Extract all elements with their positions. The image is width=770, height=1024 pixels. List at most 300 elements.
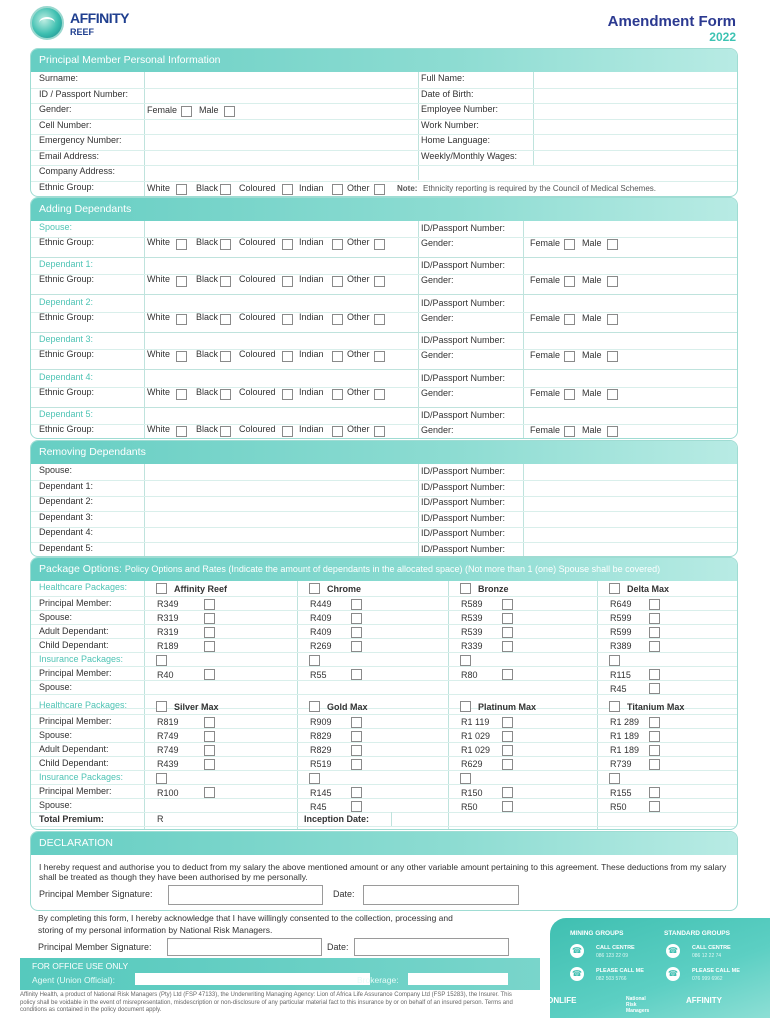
- row-divider: [31, 424, 738, 425]
- insurance-select-checkbox[interactable]: [309, 773, 320, 784]
- principal-field-label-right: Home Language:: [421, 135, 491, 145]
- gender-female-checkbox[interactable]: [564, 314, 575, 325]
- decl-date-field[interactable]: [363, 885, 519, 905]
- healthcare-packages-label: Healthcare Packages:: [39, 700, 128, 710]
- principal-field-label-right: Date of Birth:: [421, 88, 474, 99]
- dependant-name-input[interactable]: [145, 297, 417, 311]
- gender-male-checkbox[interactable]: [607, 276, 618, 287]
- gender-option-label: Male: [582, 387, 602, 398]
- brokerage-field[interactable]: [408, 973, 508, 985]
- ethnic-checkbox[interactable]: [220, 389, 231, 400]
- row-divider: [31, 728, 738, 729]
- gender-option-label: Male: [582, 238, 602, 248]
- ethnic-checkbox[interactable]: [332, 239, 343, 250]
- principal-field-label: Ethnic Group:: [39, 181, 95, 192]
- principal-input-right[interactable]: [534, 73, 738, 88]
- ethnic-checkbox[interactable]: [176, 184, 187, 195]
- ethnic-option-label: Coloured: [239, 182, 276, 193]
- consent-date-label: Date:: [327, 942, 349, 952]
- ethnic-checkbox[interactable]: [332, 184, 343, 195]
- ethnic-checkbox[interactable]: [220, 239, 231, 250]
- removing-name-input[interactable]: [145, 512, 417, 526]
- office-use-bar: [20, 958, 540, 990]
- dependant-count-box[interactable]: [502, 627, 513, 638]
- dependant-count-box[interactable]: [204, 641, 215, 652]
- mining-call-centre-label: CALL CENTRE: [596, 945, 635, 951]
- mining-please-call-me-label: PLEASE CALL ME: [596, 968, 644, 974]
- principal-member-section: [30, 48, 738, 197]
- removing-section-heading: Removing Dependants: [31, 441, 737, 464]
- pkg-divider: [448, 581, 449, 830]
- removing-id-label: ID/Passport Number:: [421, 481, 506, 492]
- dependant-id-input[interactable]: [524, 259, 738, 273]
- agent-field[interactable]: [135, 973, 370, 985]
- package-price: R819: [157, 717, 179, 727]
- gender-female-checkbox[interactable]: [564, 276, 575, 287]
- dependant-id-input[interactable]: [524, 372, 738, 386]
- dependant-id-label: ID/Passport Number:: [421, 260, 506, 271]
- gender-female-checkbox[interactable]: [181, 106, 192, 117]
- dependant-count-box[interactable]: [649, 731, 660, 742]
- ethnic-option-label: Black: [196, 349, 219, 360]
- removing-id-label: ID/Passport Number:: [421, 528, 506, 538]
- ethnic-checkbox[interactable]: [282, 184, 293, 195]
- package-price: R589: [461, 599, 483, 609]
- removing-label: Dependant 2:: [39, 496, 94, 506]
- removing-label: Dependant 5:: [39, 542, 94, 553]
- principal-field-label: Email Address:: [39, 150, 100, 161]
- insurance-price: R55: [310, 670, 327, 680]
- principal-input-right[interactable]: [534, 135, 738, 150]
- group-divider: [31, 332, 738, 333]
- ethnic-checkbox[interactable]: [176, 389, 187, 400]
- ethnic-option-label: White: [147, 424, 171, 434]
- package-select-checkbox[interactable]: [609, 583, 620, 594]
- gender-female-checkbox[interactable]: [564, 426, 575, 437]
- dependant-count-box[interactable]: [351, 759, 362, 770]
- consent-signature-field[interactable]: [167, 938, 322, 956]
- decl-date-label: Date:: [333, 889, 355, 899]
- insurance-price: R155: [610, 788, 632, 798]
- removing-id-input[interactable]: [524, 543, 738, 557]
- dependant-id-input[interactable]: [524, 334, 738, 348]
- package-name: Platinum Max: [478, 702, 537, 712]
- insurance-count-box[interactable]: [502, 801, 513, 812]
- ethnic-option-label: Indian: [299, 424, 324, 434]
- dependant-id-label: ID/Passport Number:: [421, 223, 506, 233]
- principal-input-left[interactable]: [145, 135, 417, 150]
- dependant-count-box[interactable]: [351, 731, 362, 742]
- package-select-checkbox[interactable]: [309, 583, 320, 594]
- logo-subtext: REEF: [70, 27, 95, 37]
- dependant-id-input[interactable]: [524, 297, 738, 311]
- row-divider: [31, 638, 738, 639]
- package-row-label: Principal Member:: [39, 598, 112, 608]
- gender-male-checkbox[interactable]: [607, 389, 618, 400]
- dependant-gender-label: Gender:: [421, 238, 454, 248]
- inception-date-input[interactable]: [391, 812, 447, 826]
- dependant-id-input[interactable]: [524, 222, 738, 236]
- form-title: Amendment Form: [607, 13, 736, 30]
- removing-name-input[interactable]: [145, 527, 417, 541]
- principal-input-right[interactable]: [534, 120, 738, 135]
- insurance-price: R150: [461, 788, 483, 798]
- insurance-row-label: Spouse:: [39, 682, 73, 692]
- ethnic-checkbox[interactable]: [374, 389, 385, 400]
- gender-female-checkbox[interactable]: [564, 351, 575, 362]
- removing-name-input[interactable]: [145, 543, 417, 557]
- ethnic-option-label: White: [147, 311, 171, 322]
- insurance-count-box[interactable]: [351, 787, 362, 798]
- standard-please-call-me-number: 076 999 6962: [692, 976, 723, 982]
- gender-option-label: Male: [582, 275, 602, 286]
- package-select-checkbox[interactable]: [156, 701, 167, 712]
- ethnic-checkbox[interactable]: [282, 276, 293, 287]
- ethnic-option-label: Black: [196, 311, 219, 322]
- pkg-divider: [297, 581, 298, 830]
- removing-name-input[interactable]: [145, 465, 417, 479]
- insurance-count-box[interactable]: [502, 669, 513, 680]
- package-price: R1 029: [461, 745, 491, 755]
- ethnic-checkbox[interactable]: [220, 351, 231, 362]
- insurance-price: R100: [157, 788, 179, 798]
- dependant-count-box[interactable]: [502, 641, 513, 652]
- insurance-count-box[interactable]: [649, 787, 660, 798]
- dependant-count-box[interactable]: [649, 717, 660, 728]
- dependant-name-input[interactable]: [145, 259, 417, 273]
- row-divider: [31, 826, 738, 827]
- principal-input-left[interactable]: [145, 151, 417, 166]
- gender-male-checkbox[interactable]: [607, 239, 618, 250]
- dependant-ethnic-label: Ethnic Group:: [39, 274, 95, 285]
- gender-option-label: Female: [530, 387, 561, 398]
- inception-date-label: Inception Date:: [304, 814, 370, 824]
- principal-field-label: Company Address:: [39, 166, 116, 176]
- principal-input-left[interactable]: [145, 89, 417, 104]
- package-row-label: Principal Member:: [39, 716, 112, 726]
- ethnic-checkbox[interactable]: [176, 426, 187, 437]
- package-price: R829: [310, 731, 332, 741]
- insurance-row-label: Principal Member:: [39, 786, 112, 796]
- package-price: R189: [157, 641, 179, 651]
- dependant-count-box[interactable]: [351, 613, 362, 624]
- decl-signature-field[interactable]: [168, 885, 323, 905]
- ethnic-option-label: Black: [196, 182, 219, 193]
- declaration-section: [30, 831, 738, 911]
- principal-input-left[interactable]: [145, 73, 417, 88]
- row-divider: [31, 798, 738, 799]
- dependant-name-input[interactable]: [145, 222, 417, 236]
- ethnic-checkbox[interactable]: [332, 276, 343, 287]
- packages-heading-subtext: Policy Options and Rates (Indicate the amount of dependants in the allocated space) (Not more than 1 (one) Spouse shall be covered): [124, 564, 661, 574]
- insurance-price: R145: [310, 788, 332, 798]
- package-select-checkbox[interactable]: [609, 701, 620, 712]
- gender-male-checkbox[interactable]: [607, 351, 618, 362]
- adding-section-heading: Adding Dependants: [31, 198, 737, 221]
- dependant-count-box[interactable]: [502, 613, 513, 624]
- ethnic-option-label: Other: [347, 349, 370, 360]
- package-select-checkbox[interactable]: [460, 583, 471, 594]
- agent-label: Agent (Union Official):: [32, 975, 115, 985]
- dependant-group-label: Dependant 1:: [39, 259, 94, 270]
- principal-section-heading: Principal Member Personal Information: [31, 49, 737, 72]
- ethnic-option-label: Coloured: [239, 424, 276, 434]
- ethnic-checkbox[interactable]: [176, 239, 187, 250]
- dependant-group-label: Dependant 2:: [39, 296, 94, 307]
- dependant-count-box[interactable]: [204, 731, 215, 742]
- dependant-gender-label: Gender:: [421, 275, 454, 286]
- ethnic-checkbox[interactable]: [374, 239, 385, 250]
- standard-groups-heading: STANDARD GROUPS: [664, 930, 730, 937]
- principal-field-label-right: Employee Number:: [421, 104, 499, 114]
- row-divider: [31, 666, 738, 667]
- ethnic-checkbox[interactable]: [220, 276, 231, 287]
- mining-please-call-me-number: 082 503 5766: [596, 976, 627, 982]
- standard-call-centre-label: CALL CENTRE: [692, 945, 731, 951]
- consent-date-field[interactable]: [354, 938, 509, 956]
- dependant-count-box[interactable]: [502, 745, 513, 756]
- gender-option-label: Female: [530, 312, 561, 323]
- form-year: 2022: [709, 30, 736, 44]
- ethnic-checkbox[interactable]: [220, 184, 231, 195]
- package-select-checkbox[interactable]: [156, 583, 167, 594]
- removing-label: Spouse:: [39, 465, 73, 475]
- gender-option-label: Female: [530, 275, 561, 286]
- dependant-count-box[interactable]: [502, 759, 513, 770]
- insurance-count-box[interactable]: [649, 669, 660, 680]
- dependant-ethnic-label: Ethnic Group:: [39, 424, 95, 434]
- dependant-count-box[interactable]: [649, 599, 660, 610]
- ethnic-checkbox[interactable]: [282, 239, 293, 250]
- row-divider: [31, 694, 738, 695]
- ethnic-option-label: White: [147, 349, 171, 360]
- dependant-count-box[interactable]: [204, 613, 215, 624]
- ethnic-checkbox[interactable]: [374, 314, 385, 325]
- ethnic-checkbox[interactable]: [332, 426, 343, 437]
- principal-field-label: Emergency Number:: [39, 135, 122, 145]
- insurance-count-box[interactable]: [649, 801, 660, 812]
- dependant-count-box[interactable]: [649, 745, 660, 756]
- pkg-divider: [597, 581, 598, 830]
- pkg-divider: [144, 581, 145, 830]
- dependant-name-input[interactable]: [145, 372, 417, 386]
- package-price: R599: [610, 613, 632, 623]
- removing-name-input[interactable]: [145, 481, 417, 495]
- insurance-count-box[interactable]: [351, 801, 362, 812]
- gender-male-checkbox[interactable]: [607, 426, 618, 437]
- dependant-count-box[interactable]: [204, 717, 215, 728]
- package-price: R1 189: [610, 731, 640, 741]
- removing-id-input[interactable]: [524, 465, 738, 479]
- principal-field-label-right: Weekly/Monthly Wages:: [421, 150, 518, 161]
- ethnic-checkbox[interactable]: [282, 314, 293, 325]
- dependant-name-input[interactable]: [145, 409, 417, 423]
- ethnic-checkbox[interactable]: [282, 389, 293, 400]
- dependant-count-box[interactable]: [351, 627, 362, 638]
- insurance-select-checkbox[interactable]: [460, 773, 471, 784]
- phone-icon: ☎: [570, 967, 584, 981]
- group-divider: [31, 407, 738, 408]
- insurance-select-checkbox[interactable]: [609, 655, 620, 666]
- decl-signature-label: Principal Member Signature:: [39, 889, 153, 899]
- ethnic-option-label: Coloured: [239, 386, 276, 397]
- removing-id-input[interactable]: [524, 496, 738, 510]
- ethnic-option-label: Black: [196, 274, 219, 285]
- dependant-count-box[interactable]: [502, 599, 513, 610]
- removing-id-label: ID/Passport Number:: [421, 543, 506, 554]
- ethnic-checkbox[interactable]: [176, 276, 187, 287]
- dependant-count-box[interactable]: [351, 641, 362, 652]
- ethnic-checkbox[interactable]: [332, 314, 343, 325]
- row-divider: [31, 770, 738, 771]
- standard-call-centre-number: 086 12 22 74: [692, 953, 722, 959]
- insurance-select-checkbox[interactable]: [460, 655, 471, 666]
- package-select-checkbox[interactable]: [460, 701, 471, 712]
- dependant-count-box[interactable]: [351, 717, 362, 728]
- ethnic-checkbox[interactable]: [332, 389, 343, 400]
- dependant-count-box[interactable]: [351, 745, 362, 756]
- ethnic-checkbox[interactable]: [374, 276, 385, 287]
- gender-male-checkbox[interactable]: [224, 106, 235, 117]
- dependant-count-box[interactable]: [204, 627, 215, 638]
- insurance-count-box[interactable]: [204, 669, 215, 680]
- package-price: R269: [310, 641, 332, 651]
- dependant-count-box[interactable]: [502, 717, 513, 728]
- dependant-count-box[interactable]: [649, 641, 660, 652]
- insurance-packages-label: Insurance Packages:: [39, 654, 124, 664]
- standard-please-call-me-label: PLEASE CALL ME: [692, 968, 740, 974]
- dependant-count-box[interactable]: [502, 731, 513, 742]
- ethnic-option-label: Black: [196, 386, 219, 397]
- ethnic-checkbox[interactable]: [176, 314, 187, 325]
- dependant-name-input[interactable]: [145, 334, 417, 348]
- dependant-gender-label: Gender:: [421, 425, 454, 435]
- principal-input-right[interactable]: [534, 89, 738, 104]
- package-price: R449: [310, 599, 332, 609]
- package-name: Bronze: [478, 584, 509, 594]
- package-row-label: Child Dependant:: [39, 640, 109, 650]
- removing-id-input[interactable]: [524, 512, 738, 526]
- ethnic-option-label: Other: [347, 274, 370, 285]
- package-price: R909: [310, 717, 332, 727]
- principal-input-right[interactable]: [534, 151, 738, 166]
- ethnic-option-label: Indian: [299, 274, 324, 285]
- ethnic-checkbox[interactable]: [332, 351, 343, 362]
- package-select-checkbox[interactable]: [309, 701, 320, 712]
- removing-name-input[interactable]: [145, 496, 417, 510]
- insurance-select-checkbox[interactable]: [156, 773, 167, 784]
- package-price: R1 029: [461, 731, 491, 741]
- insurance-select-checkbox[interactable]: [309, 655, 320, 666]
- principal-input-left[interactable]: [145, 120, 417, 135]
- insurance-count-box[interactable]: [204, 787, 215, 798]
- dependant-count-box[interactable]: [649, 613, 660, 624]
- removing-id-input[interactable]: [524, 527, 738, 541]
- lionlife-logo: LIONLIFE: [540, 996, 577, 1005]
- dependant-id-label: ID/Passport Number:: [421, 335, 506, 346]
- dependant-id-input[interactable]: [524, 409, 738, 423]
- gender-female-checkbox[interactable]: [564, 239, 575, 250]
- removing-id-input[interactable]: [524, 481, 738, 495]
- row-divider: [31, 784, 738, 785]
- insurance-packages-label: Insurance Packages:: [39, 772, 124, 782]
- row-divider: [31, 812, 738, 813]
- dependant-ethnic-label: Ethnic Group:: [39, 237, 95, 247]
- row-divider: [31, 680, 738, 681]
- ethnic-checkbox[interactable]: [176, 351, 187, 362]
- principal-field-label: Surname:: [39, 73, 79, 83]
- principal-field-label: Gender:: [39, 104, 72, 114]
- total-premium-input[interactable]: [168, 812, 296, 826]
- ethnic-option-label: Indian: [299, 311, 324, 322]
- insurance-row-label: Principal Member:: [39, 668, 112, 678]
- insurance-count-box[interactable]: [351, 669, 362, 680]
- gender-male-checkbox[interactable]: [607, 314, 618, 325]
- ethnic-option-label: Other: [347, 424, 370, 434]
- dependant-count-box[interactable]: [204, 759, 215, 770]
- package-row-label: Child Dependant:: [39, 758, 109, 768]
- row-divider: [31, 610, 738, 611]
- ethnic-checkbox[interactable]: [220, 314, 231, 325]
- group-divider: [31, 369, 738, 370]
- insurance-row-label: Spouse:: [39, 800, 73, 810]
- principal-input-left[interactable]: [145, 166, 417, 181]
- insurance-price: R45: [610, 684, 627, 694]
- ethnic-checkbox[interactable]: [220, 426, 231, 437]
- dependant-group-label: Dependant 4:: [39, 371, 94, 382]
- removing-label: Dependant 1:: [39, 480, 94, 491]
- phone-icon: ☎: [666, 967, 680, 981]
- insurance-select-checkbox[interactable]: [609, 773, 620, 784]
- dependant-gender-label: Gender:: [421, 387, 454, 398]
- contact-panel: [550, 918, 770, 1018]
- row-divider: [31, 274, 738, 275]
- ethnic-option-label: White: [147, 237, 171, 247]
- insurance-count-box[interactable]: [502, 787, 513, 798]
- insurance-count-box[interactable]: [649, 683, 660, 694]
- package-row-label: Spouse:: [39, 730, 73, 740]
- principal-input-right[interactable]: [534, 104, 738, 119]
- ethnic-checkbox[interactable]: [374, 184, 385, 195]
- total-premium-value: R: [157, 814, 164, 824]
- package-price: R339: [461, 641, 483, 651]
- package-name: Gold Max: [327, 702, 368, 712]
- dependant-count-box[interactable]: [351, 599, 362, 610]
- ethnic-checkbox[interactable]: [374, 351, 385, 362]
- ethnic-option-label: Black: [196, 237, 219, 247]
- packages-section-heading: [31, 558, 737, 581]
- dependant-ethnic-label: Ethnic Group:: [39, 386, 95, 397]
- ethnic-checkbox[interactable]: [282, 426, 293, 437]
- ethnic-option-label: Black: [196, 424, 219, 434]
- insurance-select-checkbox[interactable]: [156, 655, 167, 666]
- dependant-count-box[interactable]: [204, 745, 215, 756]
- dependant-count-box[interactable]: [204, 599, 215, 610]
- insurance-price: R115: [610, 670, 631, 680]
- package-price: R649: [610, 599, 632, 609]
- package-price: R319: [157, 613, 179, 623]
- dependant-count-box[interactable]: [649, 627, 660, 638]
- ethnic-checkbox[interactable]: [282, 351, 293, 362]
- dependant-gender-label: Gender:: [421, 312, 454, 323]
- logo-text: AFFINITY: [70, 10, 129, 26]
- package-price: R829: [310, 745, 332, 755]
- gender-option-label: Female: [147, 105, 178, 115]
- dependant-count-box[interactable]: [649, 759, 660, 770]
- removing-label: Dependant 3:: [39, 511, 94, 522]
- gender-female-checkbox[interactable]: [564, 389, 575, 400]
- ethnic-checkbox[interactable]: [374, 426, 385, 437]
